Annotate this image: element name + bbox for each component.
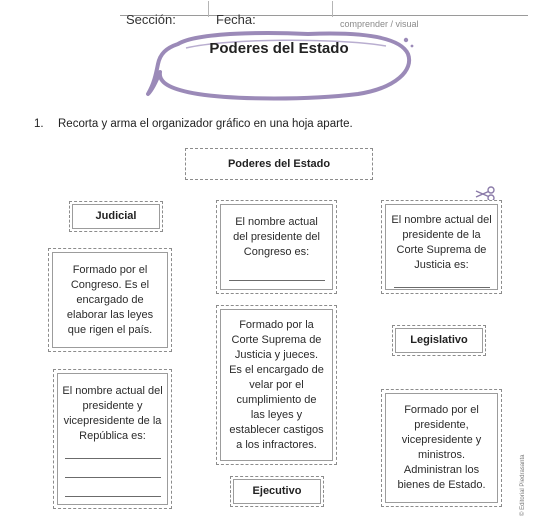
answer-line[interactable] [394, 287, 490, 288]
cloud-shape [138, 26, 420, 106]
judicial-card[interactable] [69, 201, 163, 232]
republica-question: El nombre actual del presidente y vicepresidente de la República es: [62, 385, 163, 442]
answer-line[interactable] [229, 280, 325, 281]
header-strip [120, 12, 528, 29]
judicial-label: Judicial [72, 204, 160, 229]
skills-label: comprender / visual [340, 19, 419, 29]
instruction-number: 1. [34, 118, 44, 130]
top-card[interactable] [185, 148, 373, 180]
congreso-card[interactable] [216, 200, 337, 294]
judicial-description: Formado por la Corte Suprema de Justicia y jueces. Es el encargado de velar por el cumplimiento de las leyes y establecer castigos a los infractores. [220, 309, 333, 461]
ejecutivo-desc-card[interactable] [381, 389, 502, 507]
answer-line[interactable] [65, 477, 161, 478]
congreso-question: El nombre actual del presidente del Congreso es: [233, 216, 320, 258]
legislativo-label: Legislativo [395, 328, 483, 353]
republica-card[interactable] [53, 369, 172, 509]
page-title: Poderes del Estado [209, 40, 349, 57]
legislativo-card[interactable] [392, 325, 486, 356]
legislativo-description: Formado por el Congreso. Es el encargado de elaborar las leyes que rigen el país. [52, 252, 168, 348]
ejecutivo-card[interactable] [230, 476, 324, 507]
ejecutivo-label: Ejecutivo [233, 479, 321, 504]
header-divider [208, 1, 209, 17]
date-label: Fecha: [216, 12, 256, 27]
publisher-credit: © Editorial Piedrasanta [520, 454, 526, 516]
title-cloud [138, 26, 420, 106]
ejecutivo-description: Formado por el presidente, vicepresidente y ministros. Administran los bienes de Estado. [385, 393, 498, 503]
legislativo-desc-card[interactable] [48, 248, 172, 352]
corte-card[interactable] [381, 200, 502, 294]
answer-line[interactable] [65, 496, 161, 497]
corte-question: El nombre actual del presidente de la Corte Suprema de Justicia es: [391, 214, 492, 271]
top-card-label: Poderes del Estado [190, 153, 368, 175]
instruction-text: Recorta y arma el organizador gráfico en una hoja aparte. [58, 118, 353, 130]
answer-line[interactable] [65, 458, 161, 459]
instruction [34, 118, 353, 130]
header-divider [332, 1, 333, 17]
judicial-desc-card[interactable] [216, 305, 337, 465]
section-label: Sección: [126, 12, 176, 27]
